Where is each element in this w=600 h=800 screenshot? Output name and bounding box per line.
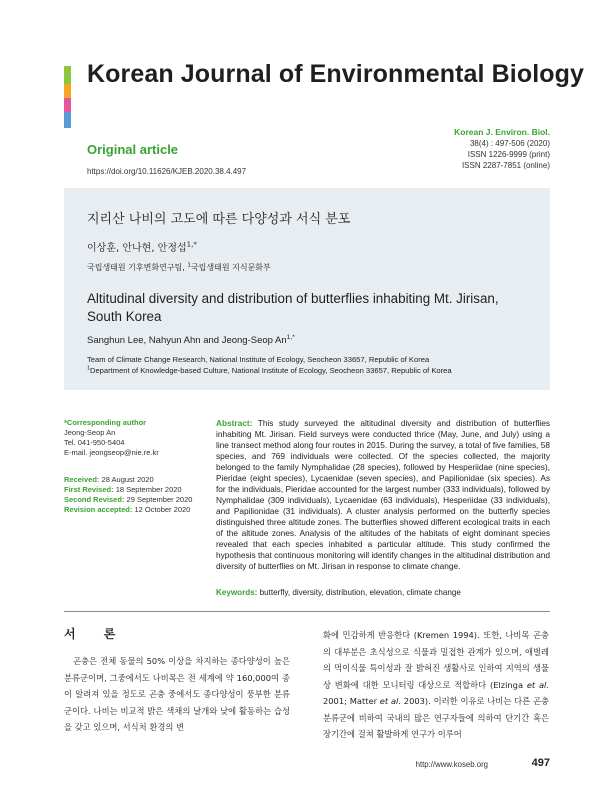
english-authors: Sanghun Lee, Nahyun Ahn and Jeong-Seop $An^{1,*}$ [87, 333, 295, 346]
journal-meta [350, 127, 550, 171]
page-number: 497 [531, 757, 550, 769]
abstract-label: Abstract: [216, 418, 253, 428]
corresponding-name: Jeong-Seop An [64, 428, 116, 437]
english-affiliations [87, 354, 537, 376]
keywords-text: butterfly, diversity, distribution, elevation, climate change [259, 588, 461, 597]
section-divider [64, 611, 550, 612]
article-sidebar [64, 418, 204, 515]
date-second-revised: Second Revised: 29 September 2020 [64, 495, 193, 504]
body-column-right: 화에 민감하게 반응한다 (Kremen 1994). 또한, 나비목 곤충의 대부분은 초식성으로 식물과 밀접한 관계가 있으며, 애벌레의 먹이식물 특이성과 잘 밝혀진 생활사로 인하여 지역의 생물상 변화에 대한 모니터링 대상으로 적합하다 (Elzinga et al. 2001; Matter et al. 2003). 이러한 이유로 나비는 다른 곤충 분류군에 비하여 국내의 많은 연구자들에 의하여 단기간 혹은 장기간에 걸쳐 활발하게 연구가 이루어 [323, 630, 550, 739]
journal-title: Korean Journal of Environmental Biology [87, 60, 585, 88]
volume-pages: 38(4) : 497-506 (2020) [469, 139, 550, 148]
corresponding-email[interactable]: E-mail. jeongseop@nie.re.kr [64, 448, 159, 457]
doi-link[interactable]: https://doi.org/10.11626/KJEB.2020.38.4.497 [87, 167, 247, 176]
affiliation-2: $^1$Department of Knowledge-based Culture, National Institute of Ecology, Seocheon 33657, Republic of Korea [87, 365, 452, 375]
date-revision-accepted: Revision accepted: 12 October 2020 [64, 505, 191, 514]
date-received: Received: 28 August 2020 [64, 475, 154, 484]
corresponding-label: *Corresponding author [64, 418, 147, 427]
affiliation-1: Team of Climate Change Research, National Institute of Ecology, Seocheon 33657, Republic of Korea [87, 355, 430, 364]
english-title: Altitudinal diversity and distribution of butterflies inhabiting Mt. Jirisan, South Korea [87, 291, 499, 324]
accent-bar-green [64, 66, 71, 84]
accent-bar-orange [64, 84, 71, 98]
issn-online: ISSN 2287-7851 (online) [461, 161, 550, 170]
footer-url[interactable]: http://www.koseb.org [415, 760, 488, 769]
issn-print: ISSN 1226-9999 (print) [467, 150, 550, 159]
keywords [216, 588, 550, 597]
date-first-revised: First Revised: 18 September 2020 [64, 485, 182, 494]
accent-bar-blue [64, 112, 71, 128]
korean-affiliation: 국립생태원 기후변화연구팀, $^1$국립생태원 지식문화부 [87, 262, 271, 272]
journal-abbreviation: Korean J. Environ. Biol. [454, 127, 550, 137]
abstract-text: This study surveyed the altitudinal diversity and distribution of butterflies inhabiting Mt. Jirisan. Field surveys were conducted thrice (May, June, and July) using a line transect method along four routes in 2015. During the survey, a total of five families, 58 species, and 769 individuals were collected. Of the species collected, the majority belonged to the family Nymphalidae (28 species), followed by Hesperiidae (nine species), Pieridae (eight species), Lycaenidae (seven species), and Papilionidae (six species). As for the individuals, Pieridae accounted for the largest number (333 individuals), followed by Nymphalidae (309 individuals), Lycaenidae (63 individuals), Hesperiidae (33 individuals), and Papilionidae (31 individuals). A cluster analysis performed on the butterfly species distinguished three altitude zones. The butterflies showed different ecological traits in each of the altitude zones. Analysis of the altitudes of the habitats of eight dominant species revealed that each species inhabited a particular altitude. This study confirmed the hypothesis that continuous monitoring will identify changes in the altitudinal distribution and diversity of butterflies on Mt. Jirisan in response to climate change. [216, 418, 551, 571]
korean-authors: 이상훈, 안나현, 안정섭$^{1,*}$ [87, 240, 197, 254]
korean-title: 지리산 나비의 고도에 따른 다양성과 서식 분포 [87, 212, 351, 227]
keywords-label: Keywords: [216, 588, 258, 597]
accent-bar-pink [64, 98, 71, 112]
body-column-left: 곤충은 전체 동물의 50% 이상을 차지하는 종다양성이 높은 분류군이며, 그중에서도 나비목은 전 세계에 약 160,000여 종이 알려져 있을 정도로 곤충 중에서도 종다양성이 풍부한 분류군이다. 나비는 비교적 밝은 색채의 날개와 낮에 활동하는 습성을 갖고 있으며, 서식처 환경의 변 [64, 656, 290, 732]
abstract [216, 418, 550, 572]
article-type: Original article [87, 142, 179, 157]
section-heading: 서 론 [64, 627, 128, 641]
corresponding-tel: Tel. 041-950-5404 [64, 438, 125, 447]
